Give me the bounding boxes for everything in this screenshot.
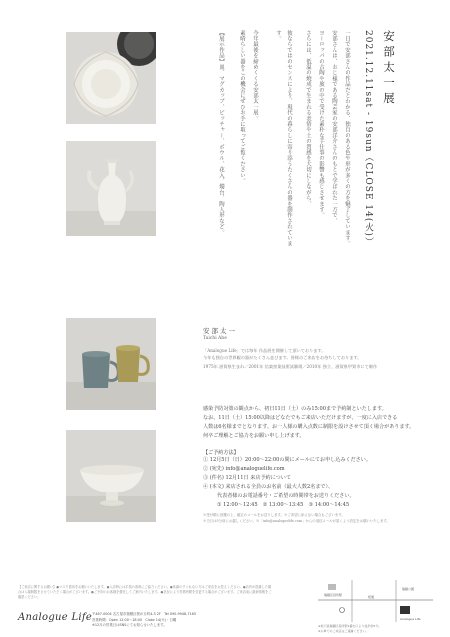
photo-ewer xyxy=(66,141,156,236)
artist-profile xyxy=(203,326,413,371)
reservation-lead-line: 何卒ご理解とご協力をお願い申し上げます。 xyxy=(203,433,305,439)
reservation-step: ① 12月5日（日）20:00〜22:00の間にメールにてお申し込みください。 xyxy=(203,457,371,463)
intro-paragraph: ヨーロッパの古陶や旅の中で受けた素朴な手仕事の影響も感じさせます。 xyxy=(318,30,324,219)
artist-bio: 1975年 滋賀県生まれ／2001年 信楽窯業技術試験場／2010年 独立、滋賀県甲賀市にて制作 xyxy=(203,364,378,369)
artist-note xyxy=(203,348,413,371)
map-shop-label: Analogue Life xyxy=(400,617,421,621)
visit-cautions: 【ご来店に関するお願い】●マスク着用をお願いいたします。●入店時には手指の消毒にご協力ください。●体調のすぐれない方はご来店をお控えください。●店内が混雑した場合は入場制限をさせていただく場合がございます。●ご予約のお客様を優先してご案内いたします。●状況により営業時間を変更する場合がございます。ご来店前に最新情報をご確認ください。 xyxy=(18,585,272,599)
reservation-lead-line: 感染予防対策の観点から、初日11日（土）のみ15:00まで予約制といたします。 xyxy=(203,406,387,412)
intro-paragraph: 素晴らしい器をこの機会にぜひお手に取ってご覧ください。 xyxy=(239,30,245,184)
map-caption-line: ※お車でのご来店はご遠慮ください。 xyxy=(318,628,369,633)
photo-mugs xyxy=(66,318,156,410)
reservation-lead-line: なお、11日（土）15:00以降はどなたでもご来店いただけますが、一度に入店できる xyxy=(203,415,398,421)
intro-paragraph: さらには、低温の焼成で生まれる表情や土の質感を大切にしながら、 xyxy=(305,30,311,207)
reservation-step: ④ (本文) 来店される全員のお名前（最大人数2名まで）、 xyxy=(203,484,334,490)
intro-paragraph: 今年最後を締めくくる安部太一展。 xyxy=(252,30,258,122)
reservation-step: ③ (件名) 12月11日 来店予約について xyxy=(203,475,291,481)
artist-note-line: 「Analogue Life」では毎年 作品展を開催して頂いております。 xyxy=(203,348,326,353)
photo-footed-bowl xyxy=(66,430,156,522)
reservation-step: 代表者様のお電話番号・ご希望の時間帯をお送りください。 xyxy=(217,493,355,499)
reservation-time-slots: ① 12:00〜12:45 ② 13:00〜13:45 ③ 14:00〜14:45 xyxy=(217,502,350,508)
artist-name-roman: Taichi Abe xyxy=(203,336,227,341)
exhibition-title: 安部太一展 xyxy=(382,30,396,108)
reservation-howto-title: 【ご予約方法】 xyxy=(203,450,239,456)
shop-note: ※12月の営業日はSNSにてお知らせいたします。 xyxy=(92,623,167,627)
reservation-lead-line: 人数は6名様までとなります。お一人様の購入点数に制限を設けさせて頂く場合があります。 xyxy=(203,424,415,430)
map-caption-line: ※地下鉄瑞穂区役所駅1番出口より徒歩約5分。 xyxy=(318,624,382,628)
artist-name: 安部太一 xyxy=(203,327,237,335)
intro-paragraph: 彼ならではのセンスにより、現代の暮らしに寄り添うたくさんの器を制作されています。 xyxy=(275,30,292,247)
access-map xyxy=(318,580,433,622)
map-station-label: 瑞穂区役所駅 xyxy=(324,593,343,597)
shop-address: 〒467-0004 名古屋市瑞穂区桜が丘町4-3 2F Tel 090-9948-7165 xyxy=(92,612,196,616)
map-road-label: 桜通 xyxy=(368,595,375,599)
reservation-lead xyxy=(203,405,423,441)
artist-note-line: 今年も独自の世界観の器がたくさん並びます。皆様のご来店をお待ちしております。 xyxy=(203,354,362,360)
shop-logo: Analogue Life xyxy=(18,612,93,623)
reservation-note-line: ※当日は5分前にお越しください。※「info@analoguelife.com」からの返信メールが届くよう設定をお願いいたします。 xyxy=(203,518,390,523)
map-park-label: 瑞穂公園 xyxy=(402,587,415,591)
intro-paragraph: 安部さんは、おじ様である陶芸家の安部洋介さんのもとで学ばれた一方で、 xyxy=(331,30,337,224)
map-caption xyxy=(318,624,436,633)
exhibition-dates: 2021.12.11sat - 19sun（CLOSE 14(火)） xyxy=(363,30,373,247)
reservation-note-line: ※受付順に抽選の上、確定のメールをお送りします。※ご希望に添えない場合もございます。 xyxy=(203,513,345,517)
reservation-info xyxy=(203,405,423,524)
shop-hours: 営業時間：Open 12:00〜18:00 Close 14(火)・日曜 xyxy=(92,617,177,622)
photo-plates xyxy=(66,32,156,124)
reservation-email[interactable]: ② (宛先) info@analoguelife.com xyxy=(203,466,285,472)
exhibited-works: 【展示作品】皿、マグカップ、ピッチャー、ボウル、花入、燭台、陶人形など。 xyxy=(218,30,224,236)
reservation-notes xyxy=(203,513,423,524)
intro-text xyxy=(172,30,352,250)
shop-contact xyxy=(92,612,196,629)
intro-paragraph: 一日で安部さんの作品だとわかる、独自のある色や形が多くの方を魅了しています。 xyxy=(344,30,350,247)
